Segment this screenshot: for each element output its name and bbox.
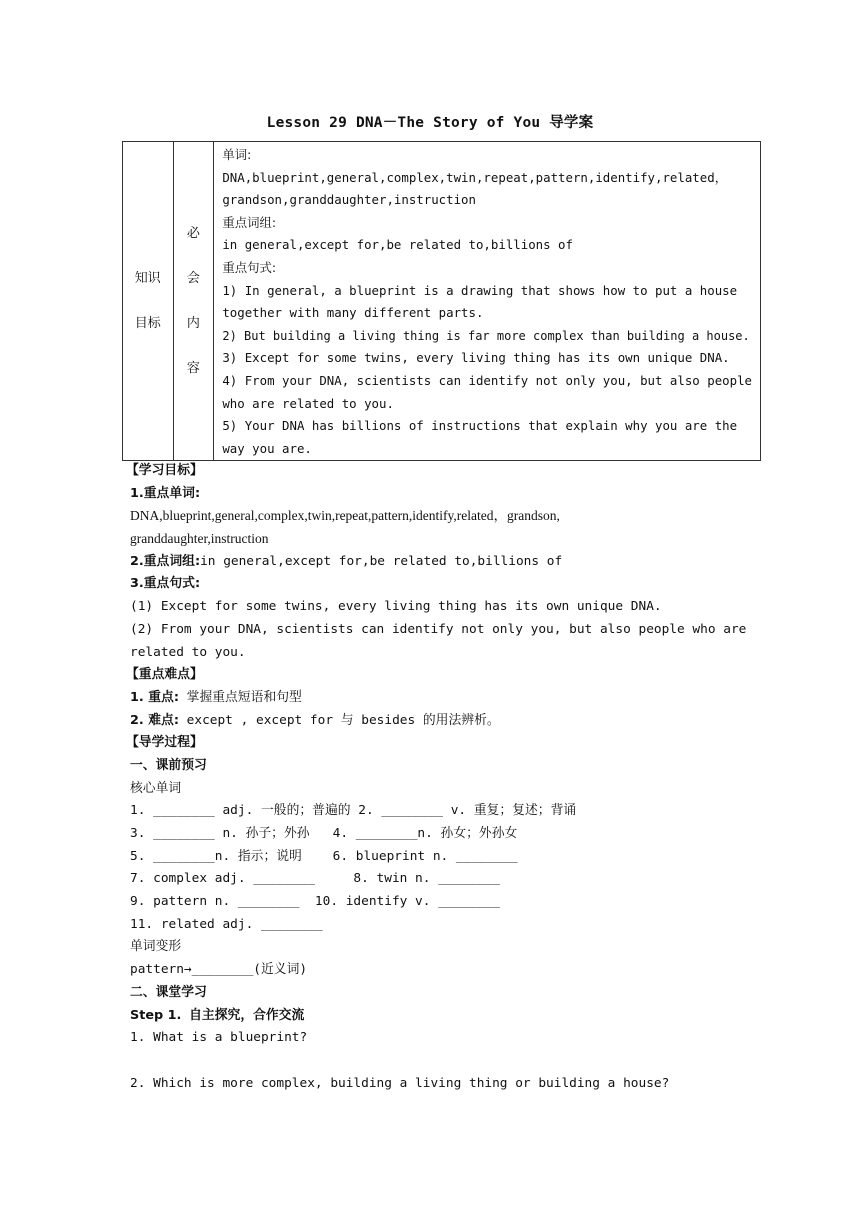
word-forms-exercise: pattern→________(近义词) — [130, 962, 308, 978]
word-forms-heading: 单词变形 — [130, 939, 182, 955]
vocab-exercise-line: 7. complex adj. ________ 8. twin n. ________ — [130, 871, 500, 887]
key-point-line — [130, 687, 770, 710]
key-sentences-label: 3.重点句式: — [130, 576, 201, 592]
table-col-category — [123, 142, 174, 461]
question-2: 2. Which is more complex, building a living thing or building a house? — [130, 1075, 670, 1091]
step1-label: Step 1. — [130, 1007, 182, 1023]
vocab-exercise-line: 3. ________ n. 孙子；外孙 4. ________n. 孙女；外孙女 — [130, 826, 518, 841]
scope-char-1: 必 — [186, 226, 200, 242]
content-line: together with many different parts. — [222, 305, 484, 321]
key-point-text: 掌握重点短语和句型 — [186, 689, 302, 705]
content-line: 3) Except for some twins, every living thing has its own unique DNA. — [222, 350, 730, 366]
vocab-exercise-line: 11. related adj. ________ — [130, 916, 323, 932]
vocab-exercise-line: 1. ________ adj. 一般的；普遍的 2. ________ v. 重复；复述；背诵 — [130, 803, 577, 819]
content-line: 1) In general, a blueprint is a drawing that shows how to put a house — [222, 282, 738, 298]
difficulty-label: 2. 难点: — [130, 712, 179, 728]
question-1: 1. What is a blueprint? — [130, 1030, 308, 1046]
vocab-exercise-line: 5. ________n. 指示；说明 6. blueprint n. ________ — [130, 848, 518, 864]
content-line: 2) But building a living thing is far more complex than building a house. — [222, 328, 750, 343]
page-title: Lesson 29 DNA－The Story of You 导学案 — [266, 115, 594, 131]
part-preview-heading: 一、课前预习 — [130, 757, 207, 773]
key-sentence-cont: related to you. — [130, 644, 246, 660]
key-words-label: 1.重点单词: — [130, 485, 201, 501]
section-heading-process: 【导学过程】 — [126, 735, 203, 751]
core-words-heading: 核心单词 — [130, 780, 182, 796]
category-label-2: 目标 — [134, 316, 161, 332]
part-class-heading: 二、课堂学习 — [130, 984, 207, 1000]
section-heading-difficulties: 【重点难点】 — [126, 667, 203, 683]
difficulty-line — [130, 710, 770, 733]
body-content — [126, 460, 770, 1095]
table-col-content — [214, 142, 761, 461]
answer-space — [130, 1050, 770, 1073]
scope-char-3: 内 — [186, 316, 200, 332]
content-line: 4) From your DNA, scientists can identify not only you, but also people — [222, 372, 752, 388]
table-col-scope — [173, 142, 214, 461]
content-line: 单词: — [222, 147, 252, 162]
key-words-list-cont: granddaughter,instruction — [130, 531, 269, 547]
key-phrases-text: in general,except for,be related to,billions of — [200, 553, 563, 569]
key-point-label: 1. 重点: — [130, 689, 179, 705]
knowledge-goals-table — [122, 141, 761, 461]
key-words-list: DNA,blueprint,general,complex,twin,repeat,pattern,identify,related，grandson, — [130, 508, 560, 524]
key-sentence: (2) From your DNA, scientists can identify not only you, but also people who are — [130, 621, 747, 637]
content-line: 重点词组: — [222, 214, 277, 230]
section-heading-goals: 【学习目标】 — [126, 463, 203, 478]
step1-text: 自主探究，合作交流 — [189, 1007, 305, 1023]
difficulty-text: except , except for 与 besides 的用法辨析。 — [186, 712, 500, 728]
scope-char-4: 容 — [186, 361, 200, 377]
content-line: DNA,blueprint,general,complex,twin,repeat,pattern,identify,related， — [222, 169, 728, 185]
content-line: grandson,granddaughter,instruction — [222, 192, 476, 208]
category-label-1: 知识 — [134, 271, 161, 287]
content-line: in general,except for,be related to,billions of — [222, 237, 573, 253]
content-line: who are related to you. — [222, 395, 394, 411]
content-line: way you are. — [222, 440, 312, 456]
scope-char-2: 会 — [186, 271, 200, 287]
content-line: 重点句式: — [222, 259, 277, 275]
key-phrases-line — [130, 551, 770, 574]
key-phrases-label: 2.重点词组: — [130, 553, 201, 569]
content-line: 5) Your DNA has billions of instructions that explain why you are the — [222, 418, 738, 434]
key-sentence: (1) Except for some twins, every living thing has its own unique DNA. — [130, 599, 662, 615]
vocab-exercise-line: 9. pattern n. ________ 10. identify v. ________ — [130, 894, 500, 910]
step1-heading — [130, 1005, 770, 1028]
